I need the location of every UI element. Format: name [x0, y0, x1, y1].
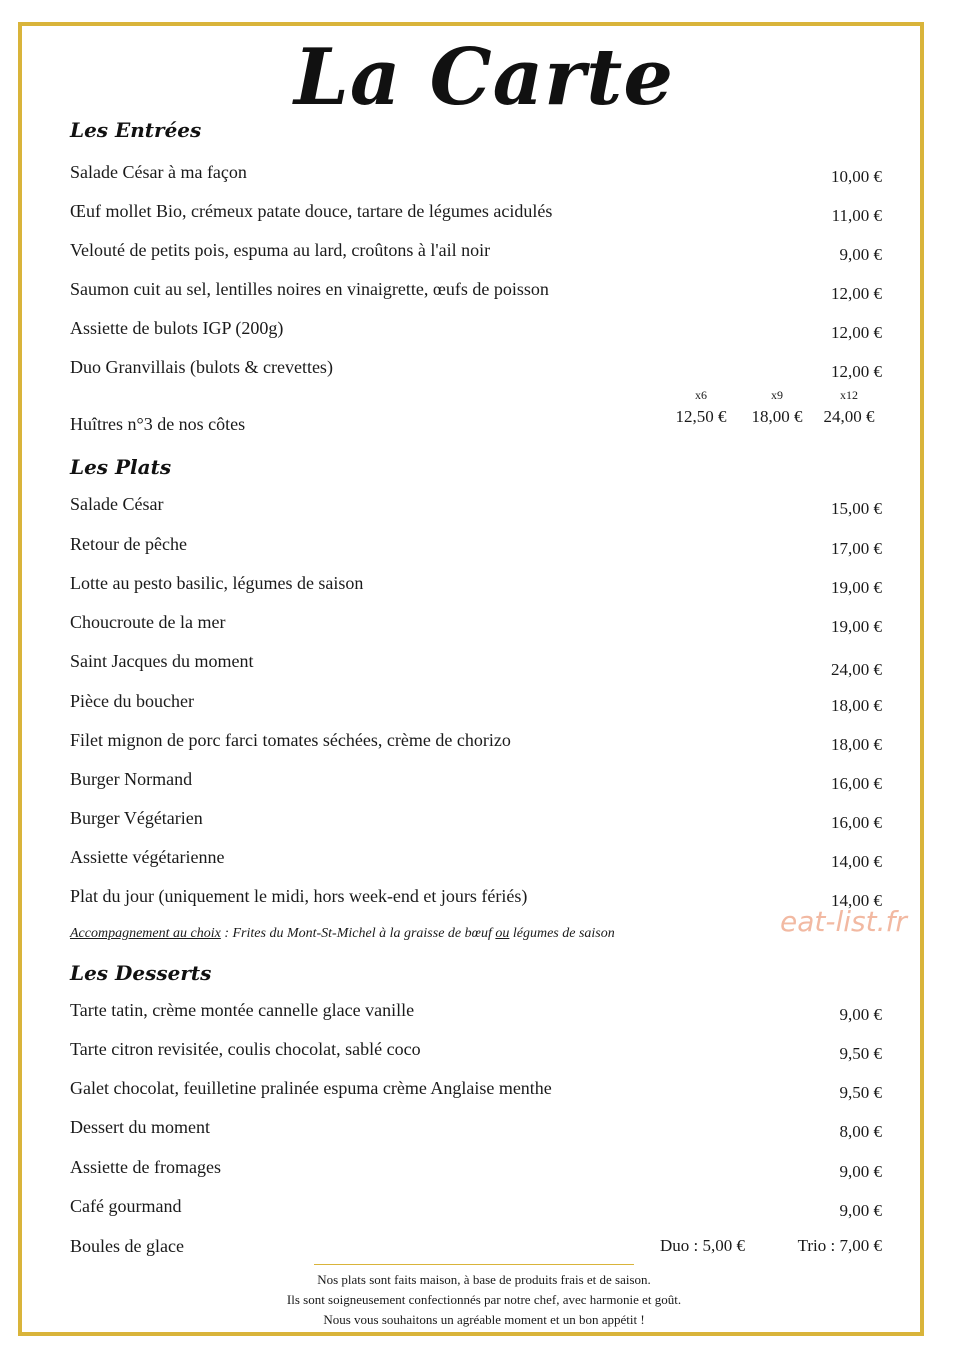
- item-price: 14,00 €: [831, 891, 882, 910]
- item-price: 12,00 €: [831, 362, 882, 381]
- menu-item: [70, 1076, 882, 1104]
- option-qty: x6: [695, 388, 707, 402]
- accompaniment-note: [70, 924, 615, 944]
- section-title-entrees: Les Entrées: [70, 118, 202, 142]
- menu-item: [70, 238, 882, 266]
- item-price: 19,00 €: [831, 578, 882, 597]
- accompaniment-text-1: : Frites du Mont-St-Michel à la graisse de bœuf: [220, 926, 496, 941]
- footer-divider: [314, 1264, 634, 1265]
- menu-item: [70, 806, 882, 834]
- menu-item: [70, 1037, 882, 1065]
- item-name: Assiette de fromages: [70, 1157, 221, 1177]
- menu-item: [70, 355, 882, 383]
- item-name: Pièce du boucher: [70, 691, 194, 711]
- item-price: 12,00 €: [831, 323, 882, 342]
- boules-trio-price: Trio : 7,00 €: [797, 1236, 882, 1255]
- item-name: Salade César à ma façon: [70, 162, 247, 182]
- item-price: 15,00 €: [831, 499, 882, 518]
- item-name: Saint Jacques du moment: [70, 651, 254, 671]
- item-price: 9,00 €: [839, 1201, 882, 1220]
- item-name: Burger Normand: [70, 769, 193, 789]
- option-price: 24,00 €: [823, 407, 875, 426]
- item-name: Lotte au pesto basilic, légumes de saison: [70, 573, 364, 593]
- menu-item: [70, 1155, 882, 1183]
- section-title-desserts: Les Desserts: [70, 961, 212, 985]
- item-name: Assiette végétarienne: [70, 847, 225, 867]
- item-price: 10,00 €: [831, 167, 882, 186]
- accompaniment-label: Accompagnement au choix: [70, 926, 221, 941]
- huitres-option-12: [816, 386, 882, 430]
- item-name: Filet mignon de porc farci tomates séchées, crème de chorizo: [70, 730, 511, 750]
- item-price: 11,00 €: [831, 206, 882, 225]
- menu-item: [70, 277, 882, 305]
- menu-item: [70, 199, 882, 227]
- footer-line: Nous vous souhaitons un agréable moment et un bon appétit !: [323, 1312, 645, 1327]
- menu-item: [70, 1194, 882, 1222]
- item-price: 14,00 €: [831, 852, 882, 871]
- item-name: Assiette de bulots IGP (200g): [70, 318, 284, 338]
- section-title-plats: Les Plats: [70, 455, 172, 479]
- footer-line: Ils sont soigneusement confectionnés par notre chef, avec harmonie et goût.: [286, 1292, 682, 1307]
- item-price: 18,00 €: [831, 696, 882, 715]
- menu-item: [70, 316, 882, 344]
- item-price: 16,00 €: [831, 813, 882, 832]
- menu-title: La Carte: [294, 32, 674, 123]
- watermark: eat-list.fr: [780, 905, 907, 938]
- menu-item: [70, 610, 882, 638]
- menu-item-huitres: [70, 388, 882, 440]
- item-price: 17,00 €: [831, 539, 882, 558]
- item-name: Tarte tatin, crème montée cannelle glace vanille: [70, 1000, 415, 1020]
- item-price: 19,00 €: [831, 617, 882, 636]
- item-name: Galet chocolat, feuilletine pralinée espuma crème Anglaise menthe: [70, 1078, 552, 1098]
- item-price: 8,00 €: [839, 1122, 882, 1141]
- menu-item: [70, 884, 882, 912]
- menu-item: [70, 571, 882, 599]
- menu-item-boules: [70, 1234, 882, 1262]
- accompaniment-text-2: légumes de saison: [509, 926, 615, 941]
- item-name: Duo Granvillais (bulots & crevettes): [70, 357, 333, 377]
- item-price: 9,00 €: [839, 1005, 882, 1024]
- item-price: 9,50 €: [839, 1044, 882, 1063]
- menu-item: [70, 728, 882, 756]
- item-name: Plat du jour (uniquement le midi, hors week-end et jours fériés): [70, 886, 528, 906]
- boules-duo-price: Duo : 5,00 €: [660, 1236, 745, 1255]
- item-name: Café gourmand: [70, 1196, 182, 1216]
- item-price: 9,00 €: [839, 1162, 882, 1181]
- item-name: Œuf mollet Bio, crémeux patate douce, tartare de légumes acidulés: [70, 201, 553, 221]
- menu-item: [70, 845, 882, 873]
- item-name: Choucroute de la mer: [70, 612, 226, 632]
- menu-item: [70, 160, 882, 188]
- option-price: 18,00 €: [751, 407, 803, 426]
- huitres-option-6: [668, 386, 734, 430]
- menu-item: [70, 649, 882, 677]
- item-price: 16,00 €: [831, 774, 882, 793]
- item-name: Boules de glace: [70, 1236, 184, 1256]
- item-name: Velouté de petits pois, espuma au lard, croûtons à l'ail noir: [70, 240, 491, 260]
- footer-line: Nos plats sont faits maison, à base de produits frais et de saison.: [317, 1272, 651, 1287]
- item-name: Saumon cuit au sel, lentilles noires en vinaigrette, œufs de poisson: [70, 279, 549, 299]
- menu-item: [70, 1115, 882, 1143]
- menu-item: [70, 767, 882, 795]
- huitres-option-9: [744, 386, 810, 430]
- item-name: Dessert du moment: [70, 1117, 210, 1137]
- item-name: Tarte citron revisitée, coulis chocolat, sablé coco: [70, 1039, 421, 1059]
- item-price: 18,00 €: [831, 735, 882, 754]
- menu-item: [70, 998, 882, 1026]
- item-name: Salade César: [70, 494, 164, 514]
- option-price: 12,50 €: [675, 407, 727, 426]
- item-price: 9,50 €: [839, 1083, 882, 1102]
- menu-item: [70, 492, 882, 520]
- accompaniment-or: ou: [495, 926, 510, 941]
- footer-note: [0, 1270, 968, 1330]
- menu-item: [70, 532, 882, 560]
- item-price: 24,00 €: [831, 660, 882, 679]
- item-name: Huîtres n°3 de nos côtes: [70, 414, 246, 434]
- item-name: Burger Végétarien: [70, 808, 203, 828]
- item-price: 12,00 €: [831, 284, 882, 303]
- option-qty: x9: [771, 388, 783, 402]
- item-name: Retour de pêche: [70, 534, 187, 554]
- option-qty: x12: [840, 388, 858, 402]
- menu-item: [70, 689, 882, 717]
- item-price: 9,00 €: [839, 245, 882, 264]
